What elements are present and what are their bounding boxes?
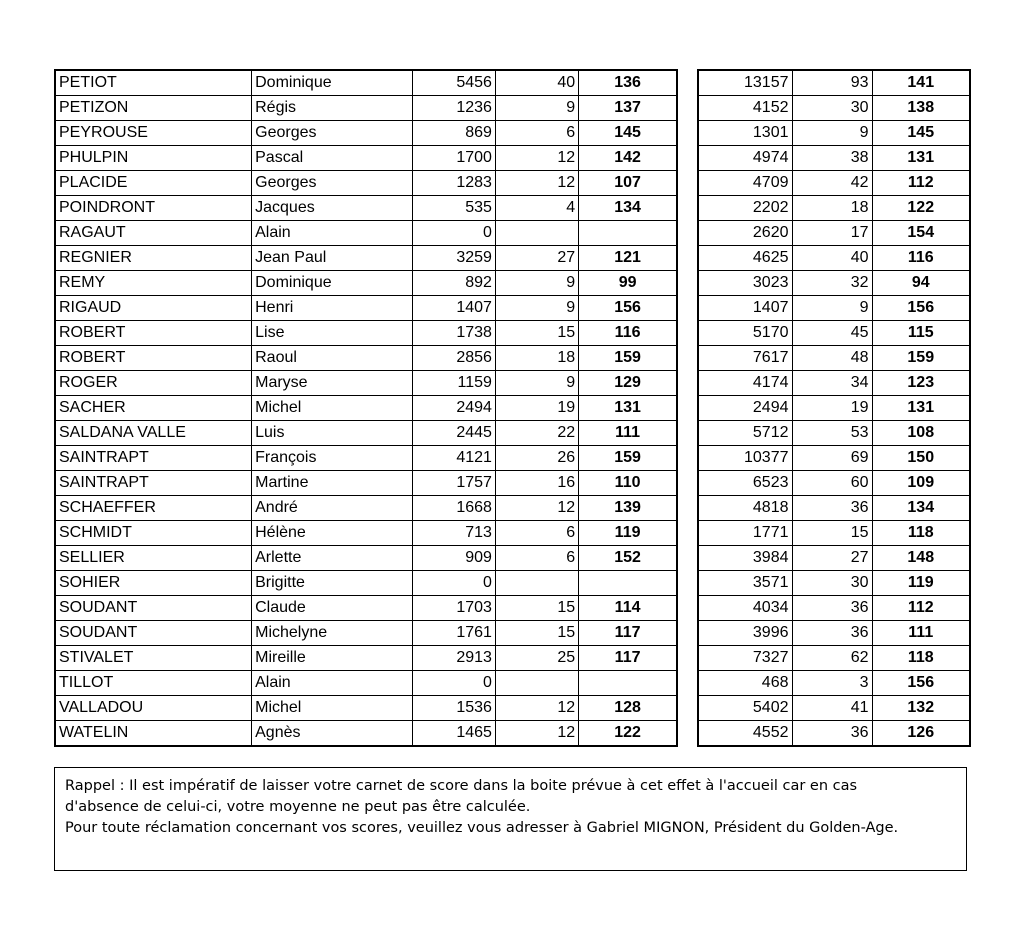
games-cell: 18 <box>495 346 578 371</box>
table-row <box>55 421 677 446</box>
table-row <box>55 70 677 96</box>
table-row <box>698 271 970 296</box>
total-pins-cell: 3996 <box>698 621 792 646</box>
table-row <box>55 721 677 747</box>
games-cell: 9 <box>495 271 578 296</box>
total-games-cell: 30 <box>792 96 872 121</box>
last-name-cell: SOUDANT <box>55 621 252 646</box>
table-row <box>698 696 970 721</box>
pins-cell: 1738 <box>412 321 495 346</box>
scores-table-current <box>54 69 678 747</box>
average-cell: 137 <box>579 96 677 121</box>
total-pins-cell: 468 <box>698 671 792 696</box>
average-cell: 99 <box>579 271 677 296</box>
total-pins-cell: 1771 <box>698 521 792 546</box>
table-row <box>55 346 677 371</box>
total-games-cell: 62 <box>792 646 872 671</box>
games-cell: 15 <box>495 321 578 346</box>
average-cell: 131 <box>579 396 677 421</box>
scores-table-cumulative <box>697 69 971 747</box>
pins-cell: 892 <box>412 271 495 296</box>
last-name-cell: VALLADOU <box>55 696 252 721</box>
first-name-cell: Martine <box>252 471 413 496</box>
first-name-cell: André <box>252 496 413 521</box>
note-line: d'absence de celui-ci, votre moyenne ne peut pas être calculée. <box>65 799 531 815</box>
table-row <box>698 471 970 496</box>
average-cell: 136 <box>579 70 677 96</box>
scores-table-current-body <box>55 70 677 746</box>
total-games-cell: 19 <box>792 396 872 421</box>
last-name-cell: POINDRONT <box>55 196 252 221</box>
total-average-cell: 109 <box>872 471 970 496</box>
last-name-cell: RAGAUT <box>55 221 252 246</box>
total-games-cell: 9 <box>792 121 872 146</box>
last-name-cell: TILLOT <box>55 671 252 696</box>
reminder-note <box>54 767 967 871</box>
first-name-cell: François <box>252 446 413 471</box>
table-row <box>698 171 970 196</box>
pins-cell: 2494 <box>412 396 495 421</box>
average-cell: 152 <box>579 546 677 571</box>
total-games-cell: 60 <box>792 471 872 496</box>
pins-cell: 2856 <box>412 346 495 371</box>
table-row <box>55 696 677 721</box>
total-average-cell: 126 <box>872 721 970 747</box>
average-cell: 117 <box>579 646 677 671</box>
total-games-cell: 15 <box>792 521 872 546</box>
average-cell: 119 <box>579 521 677 546</box>
total-games-cell: 30 <box>792 571 872 596</box>
last-name-cell: PETIOT <box>55 70 252 96</box>
first-name-cell: Claude <box>252 596 413 621</box>
total-pins-cell: 3023 <box>698 271 792 296</box>
total-average-cell: 131 <box>872 146 970 171</box>
average-cell: 122 <box>579 721 677 747</box>
games-cell: 15 <box>495 621 578 646</box>
table-row <box>698 446 970 471</box>
total-pins-cell: 3984 <box>698 546 792 571</box>
table-row <box>55 296 677 321</box>
table-row <box>698 596 970 621</box>
total-average-cell: 141 <box>872 70 970 96</box>
table-row <box>698 521 970 546</box>
pins-cell: 0 <box>412 221 495 246</box>
table-row <box>55 571 677 596</box>
last-name-cell: REGNIER <box>55 246 252 271</box>
average-cell <box>579 571 677 596</box>
average-cell: 156 <box>579 296 677 321</box>
first-name-cell: Dominique <box>252 271 413 296</box>
games-cell: 4 <box>495 196 578 221</box>
total-average-cell: 145 <box>872 121 970 146</box>
pins-cell: 2913 <box>412 646 495 671</box>
pins-cell: 1703 <box>412 596 495 621</box>
games-cell: 27 <box>495 246 578 271</box>
table-row <box>698 671 970 696</box>
total-games-cell: 38 <box>792 146 872 171</box>
table-row <box>55 621 677 646</box>
total-games-cell: 34 <box>792 371 872 396</box>
games-cell: 12 <box>495 171 578 196</box>
last-name-cell: PEYROUSE <box>55 121 252 146</box>
average-cell: 142 <box>579 146 677 171</box>
total-average-cell: 112 <box>872 171 970 196</box>
last-name-cell: PETIZON <box>55 96 252 121</box>
total-average-cell: 115 <box>872 321 970 346</box>
table-row <box>698 121 970 146</box>
total-pins-cell: 1301 <box>698 121 792 146</box>
total-pins-cell: 1407 <box>698 296 792 321</box>
last-name-cell: ROGER <box>55 371 252 396</box>
pins-cell: 1465 <box>412 721 495 747</box>
table-row <box>698 396 970 421</box>
total-average-cell: 119 <box>872 571 970 596</box>
table-row <box>55 496 677 521</box>
pins-cell: 4121 <box>412 446 495 471</box>
table-row <box>698 546 970 571</box>
table-row <box>55 396 677 421</box>
total-average-cell: 134 <box>872 496 970 521</box>
first-name-cell: Georges <box>252 171 413 196</box>
pins-cell: 535 <box>412 196 495 221</box>
pins-cell: 1159 <box>412 371 495 396</box>
last-name-cell: REMY <box>55 271 252 296</box>
table-row <box>55 146 677 171</box>
total-games-cell: 9 <box>792 296 872 321</box>
average-cell: 134 <box>579 196 677 221</box>
first-name-cell: Agnès <box>252 721 413 747</box>
pins-cell: 2445 <box>412 421 495 446</box>
last-name-cell: SCHAEFFER <box>55 496 252 521</box>
first-name-cell: Raoul <box>252 346 413 371</box>
total-average-cell: 159 <box>872 346 970 371</box>
total-games-cell: 93 <box>792 70 872 96</box>
total-games-cell: 36 <box>792 621 872 646</box>
average-cell: 111 <box>579 421 677 446</box>
table-row <box>55 96 677 121</box>
total-pins-cell: 4174 <box>698 371 792 396</box>
games-cell: 9 <box>495 296 578 321</box>
last-name-cell: SOHIER <box>55 571 252 596</box>
last-name-cell: RIGAUD <box>55 296 252 321</box>
total-pins-cell: 4152 <box>698 96 792 121</box>
total-pins-cell: 4974 <box>698 146 792 171</box>
total-average-cell: 108 <box>872 421 970 446</box>
pins-cell: 0 <box>412 571 495 596</box>
total-pins-cell: 13157 <box>698 70 792 96</box>
average-cell: 159 <box>579 346 677 371</box>
first-name-cell: Alain <box>252 221 413 246</box>
table-row <box>55 446 677 471</box>
table-row <box>698 196 970 221</box>
games-cell: 6 <box>495 521 578 546</box>
total-pins-cell: 7617 <box>698 346 792 371</box>
total-average-cell: 118 <box>872 521 970 546</box>
average-cell: 139 <box>579 496 677 521</box>
table-row <box>55 321 677 346</box>
games-cell <box>495 671 578 696</box>
total-pins-cell: 2202 <box>698 196 792 221</box>
total-average-cell: 123 <box>872 371 970 396</box>
table-row <box>55 121 677 146</box>
average-cell: 114 <box>579 596 677 621</box>
pins-cell: 869 <box>412 121 495 146</box>
total-average-cell: 122 <box>872 196 970 221</box>
table-row <box>698 96 970 121</box>
average-cell: 107 <box>579 171 677 196</box>
total-average-cell: 154 <box>872 221 970 246</box>
total-games-cell: 45 <box>792 321 872 346</box>
average-cell: 110 <box>579 471 677 496</box>
first-name-cell: Hélène <box>252 521 413 546</box>
table-row <box>698 496 970 521</box>
last-name-cell: SALDANA VALLE <box>55 421 252 446</box>
last-name-cell: PLACIDE <box>55 171 252 196</box>
total-pins-cell: 5402 <box>698 696 792 721</box>
average-cell: 116 <box>579 321 677 346</box>
games-cell: 9 <box>495 371 578 396</box>
first-name-cell: Arlette <box>252 546 413 571</box>
table-row <box>698 371 970 396</box>
last-name-cell: SAINTRAPT <box>55 446 252 471</box>
total-average-cell: 156 <box>872 671 970 696</box>
games-cell: 25 <box>495 646 578 671</box>
total-games-cell: 69 <box>792 446 872 471</box>
total-games-cell: 32 <box>792 271 872 296</box>
total-average-cell: 138 <box>872 96 970 121</box>
pins-cell: 1700 <box>412 146 495 171</box>
table-row <box>698 321 970 346</box>
total-games-cell: 17 <box>792 221 872 246</box>
average-cell: 129 <box>579 371 677 396</box>
first-name-cell: Maryse <box>252 371 413 396</box>
total-games-cell: 48 <box>792 346 872 371</box>
total-games-cell: 53 <box>792 421 872 446</box>
games-cell: 12 <box>495 146 578 171</box>
table-row <box>55 371 677 396</box>
first-name-cell: Henri <box>252 296 413 321</box>
average-cell: 159 <box>579 446 677 471</box>
first-name-cell: Lise <box>252 321 413 346</box>
first-name-cell: Michelyne <box>252 621 413 646</box>
table-row <box>698 621 970 646</box>
total-pins-cell: 4709 <box>698 171 792 196</box>
average-cell: 145 <box>579 121 677 146</box>
total-average-cell: 132 <box>872 696 970 721</box>
average-cell <box>579 221 677 246</box>
games-cell: 6 <box>495 121 578 146</box>
total-pins-cell: 10377 <box>698 446 792 471</box>
last-name-cell: WATELIN <box>55 721 252 747</box>
games-cell: 12 <box>495 496 578 521</box>
pins-cell: 1407 <box>412 296 495 321</box>
games-cell: 40 <box>495 70 578 96</box>
scores-table-cumulative-body <box>698 70 970 746</box>
games-cell: 9 <box>495 96 578 121</box>
first-name-cell: Mireille <box>252 646 413 671</box>
table-row <box>698 246 970 271</box>
first-name-cell: Jacques <box>252 196 413 221</box>
total-pins-cell: 4552 <box>698 721 792 747</box>
games-cell: 22 <box>495 421 578 446</box>
games-cell: 15 <box>495 596 578 621</box>
table-row <box>55 671 677 696</box>
total-pins-cell: 4625 <box>698 246 792 271</box>
first-name-cell: Georges <box>252 121 413 146</box>
last-name-cell: PHULPIN <box>55 146 252 171</box>
pins-cell: 1283 <box>412 171 495 196</box>
games-cell: 6 <box>495 546 578 571</box>
total-average-cell: 148 <box>872 546 970 571</box>
table-row <box>698 571 970 596</box>
total-pins-cell: 6523 <box>698 471 792 496</box>
total-average-cell: 118 <box>872 646 970 671</box>
pins-cell: 1668 <box>412 496 495 521</box>
pins-cell: 5456 <box>412 70 495 96</box>
total-games-cell: 3 <box>792 671 872 696</box>
table-row <box>55 221 677 246</box>
table-row <box>55 471 677 496</box>
pins-cell: 909 <box>412 546 495 571</box>
first-name-cell: Brigitte <box>252 571 413 596</box>
games-cell: 19 <box>495 396 578 421</box>
first-name-cell: Alain <box>252 671 413 696</box>
games-cell: 12 <box>495 696 578 721</box>
first-name-cell: Michel <box>252 696 413 721</box>
table-row <box>698 646 970 671</box>
total-games-cell: 27 <box>792 546 872 571</box>
total-average-cell: 156 <box>872 296 970 321</box>
table-row <box>698 346 970 371</box>
total-pins-cell: 3571 <box>698 571 792 596</box>
games-cell <box>495 221 578 246</box>
table-row <box>55 271 677 296</box>
first-name-cell: Michel <box>252 396 413 421</box>
table-row <box>55 196 677 221</box>
total-pins-cell: 5712 <box>698 421 792 446</box>
total-games-cell: 41 <box>792 696 872 721</box>
pins-cell: 1757 <box>412 471 495 496</box>
total-pins-cell: 5170 <box>698 321 792 346</box>
pins-cell: 1236 <box>412 96 495 121</box>
first-name-cell: Régis <box>252 96 413 121</box>
note-line: Rappel : Il est impératif de laisser votre carnet de score dans la boite prévue à cet effet à l'accueil car en cas <box>65 778 858 794</box>
last-name-cell: STIVALET <box>55 646 252 671</box>
last-name-cell: SAINTRAPT <box>55 471 252 496</box>
last-name-cell: SCHMIDT <box>55 521 252 546</box>
pins-cell: 1761 <box>412 621 495 646</box>
first-name-cell: Dominique <box>252 70 413 96</box>
games-cell <box>495 571 578 596</box>
pins-cell: 713 <box>412 521 495 546</box>
last-name-cell: SOUDANT <box>55 596 252 621</box>
total-games-cell: 40 <box>792 246 872 271</box>
average-cell: 121 <box>579 246 677 271</box>
pins-cell: 1536 <box>412 696 495 721</box>
total-games-cell: 36 <box>792 496 872 521</box>
total-average-cell: 94 <box>872 271 970 296</box>
last-name-cell: ROBERT <box>55 321 252 346</box>
total-pins-cell: 2620 <box>698 221 792 246</box>
total-average-cell: 131 <box>872 396 970 421</box>
total-pins-cell: 4034 <box>698 596 792 621</box>
total-games-cell: 18 <box>792 196 872 221</box>
table-row <box>698 70 970 96</box>
total-pins-cell: 2494 <box>698 396 792 421</box>
games-cell: 16 <box>495 471 578 496</box>
table-row <box>698 421 970 446</box>
total-games-cell: 36 <box>792 721 872 747</box>
last-name-cell: SACHER <box>55 396 252 421</box>
table-row <box>55 546 677 571</box>
games-cell: 12 <box>495 721 578 747</box>
total-games-cell: 36 <box>792 596 872 621</box>
average-cell <box>579 671 677 696</box>
total-games-cell: 42 <box>792 171 872 196</box>
table-row <box>698 221 970 246</box>
total-average-cell: 111 <box>872 621 970 646</box>
table-row <box>55 521 677 546</box>
last-name-cell: SELLIER <box>55 546 252 571</box>
table-row <box>55 596 677 621</box>
total-average-cell: 150 <box>872 446 970 471</box>
table-row <box>698 296 970 321</box>
table-row <box>698 721 970 747</box>
first-name-cell: Pascal <box>252 146 413 171</box>
first-name-cell: Luis <box>252 421 413 446</box>
table-row <box>698 146 970 171</box>
games-cell: 26 <box>495 446 578 471</box>
last-name-cell: ROBERT <box>55 346 252 371</box>
table-row <box>55 646 677 671</box>
table-row <box>55 246 677 271</box>
total-average-cell: 112 <box>872 596 970 621</box>
pins-cell: 3259 <box>412 246 495 271</box>
average-cell: 128 <box>579 696 677 721</box>
pins-cell: 0 <box>412 671 495 696</box>
total-average-cell: 116 <box>872 246 970 271</box>
average-cell: 117 <box>579 621 677 646</box>
total-pins-cell: 7327 <box>698 646 792 671</box>
total-pins-cell: 4818 <box>698 496 792 521</box>
table-row <box>55 171 677 196</box>
first-name-cell: Jean Paul <box>252 246 413 271</box>
note-line: Pour toute réclamation concernant vos scores, veuillez vous adresser à Gabriel MIGNON, Président du Golden-Age. <box>65 820 899 836</box>
